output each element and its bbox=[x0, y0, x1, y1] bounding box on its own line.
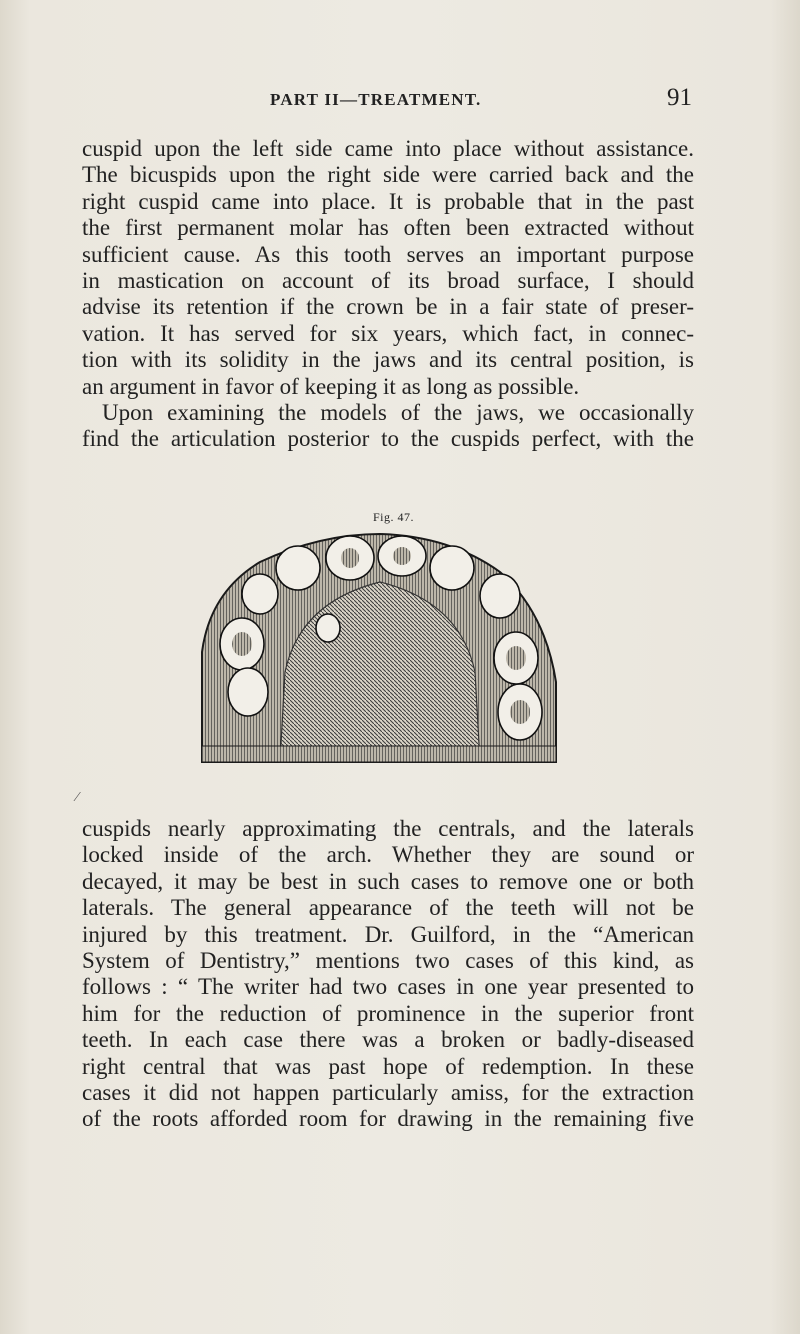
text-line: locked inside of the arch. Whether they are sound or bbox=[82, 842, 694, 868]
text-line: injured by this treatment. Dr. Guilford, in the “American bbox=[82, 921, 694, 947]
text-line: tion with its solidity in the jaws and its central position, is bbox=[82, 347, 694, 373]
text-line: of the roots afforded room for drawing in the remaining five bbox=[82, 1106, 694, 1132]
text-line: right central that was past hope of redemption. In these bbox=[82, 1053, 694, 1079]
paragraph-2 bbox=[82, 816, 694, 1133]
text-line: teeth. In each case there was a broken or badly-diseased bbox=[82, 1027, 694, 1053]
text-line: cases it did not happen particularly amiss, for the extraction bbox=[82, 1080, 694, 1106]
stray-mark: ⁄ bbox=[76, 790, 79, 805]
text-line: Upon examining the models of the jaws, we occasionally bbox=[102, 400, 694, 426]
text-line: him for the reduction of prominence in the superior front bbox=[82, 1000, 694, 1026]
dental-arch-model-icon bbox=[190, 532, 570, 772]
text-line: decayed, it may be best in such cases to remove one or both bbox=[82, 868, 694, 894]
text-line: The bicuspids upon the right side were carried back and the bbox=[82, 162, 694, 188]
text-line: System of Dentistry,” mentions two cases of this kind, as bbox=[82, 948, 694, 974]
text-line: sufficient cause. As this tooth serves an important purpose bbox=[82, 241, 694, 267]
text-line: cuspids nearly approximating the centrals, and the laterals bbox=[82, 816, 694, 841]
text-line: an argument in favor of keeping it as long as possible. bbox=[82, 373, 580, 399]
text-line: cuspid upon the left side came into place without assistance. bbox=[82, 136, 694, 161]
text-line: laterals. The general appearance of the teeth will not be bbox=[82, 895, 694, 921]
text-line: advise its retention if the crown be in a fair state of preser- bbox=[82, 294, 694, 320]
text-line: vation. It has served for six years, which fact, in connec- bbox=[82, 320, 694, 346]
figure-caption: Fig. 47. bbox=[373, 510, 415, 524]
text-line: find the articulation posterior to the cuspids perfect, with the bbox=[82, 426, 694, 452]
text-line: in mastication on account of its broad surface, I should bbox=[82, 268, 694, 294]
text-line: follows : “ The writer had two cases in one year presented to bbox=[82, 974, 694, 1000]
running-head: PART II—TREATMENT. bbox=[270, 90, 482, 109]
page-header bbox=[82, 86, 692, 116]
page-number: 91 bbox=[667, 84, 692, 111]
text-line: the first permanent molar has often been extracted without bbox=[82, 215, 694, 241]
text-line: right cuspid came into place. It is probable that in the past bbox=[82, 188, 694, 214]
paragraph-1 bbox=[82, 136, 694, 453]
